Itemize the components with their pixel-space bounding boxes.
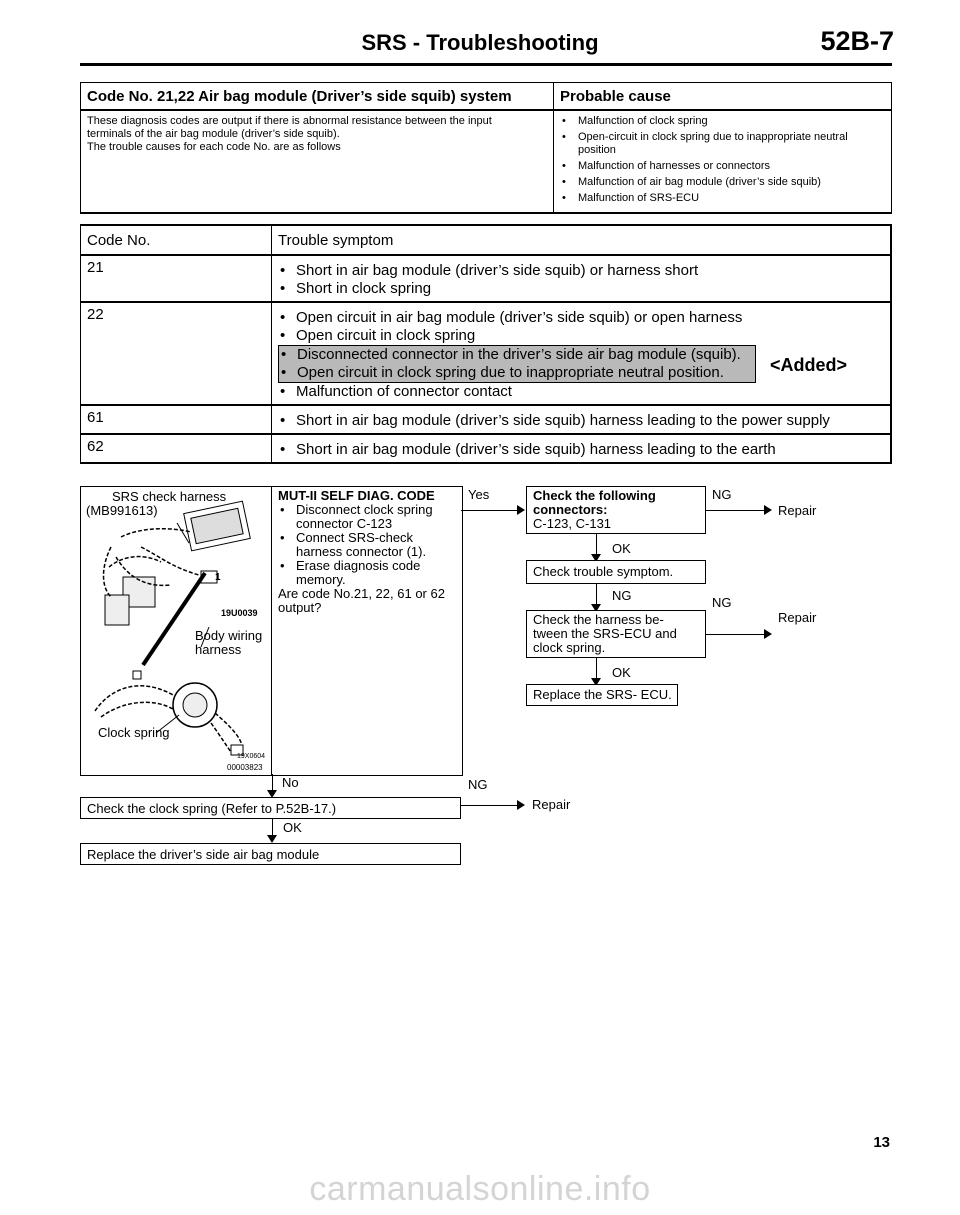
t1-causes <box>554 110 892 213</box>
code-cell: 61 <box>81 405 272 434</box>
check-harness-line: Check the harness be- <box>533 612 664 627</box>
watermark: carmanualsonline.info <box>309 1170 651 1208</box>
srs-harness-part: (MB991613) <box>86 503 158 518</box>
symptom-item: • Short in clock spring <box>278 280 884 298</box>
check-conn-line: Check the following <box>533 488 656 503</box>
ng-label: NG <box>712 487 732 502</box>
ok-label: OK <box>612 665 631 680</box>
code-summary-table <box>80 82 892 214</box>
symptom-item-added: • Open circuit in clock spring due to inappropriate neutral position. <box>279 364 755 382</box>
clock-spring-label: Clock spring <box>98 725 170 740</box>
yes-arrow-icon <box>517 505 525 515</box>
cause-item: • Open-circuit in clock spring due to inappropriate neutral position <box>560 131 885 157</box>
no-label: No <box>282 775 299 790</box>
cause-item: • Malfunction of SRS-ECU <box>560 192 885 205</box>
check-conn-line: C-123, C-131 <box>533 516 612 531</box>
ok-arrow-icon <box>267 835 277 843</box>
code-cell: 22 <box>81 302 272 405</box>
mut-diag-box <box>271 486 463 776</box>
check-symptom-box: Check trouble symptom. <box>526 560 706 584</box>
repair-label: Repair <box>778 503 817 518</box>
desc-line: terminals of the air bag module (driver’s side squib). <box>87 128 340 140</box>
symptom-item: • Short in air bag module (driver’s side squib) or harness short <box>278 262 884 280</box>
code-cell: 62 <box>81 434 272 463</box>
check-harness-line: clock spring. <box>533 640 606 655</box>
symptom-cell <box>272 405 892 434</box>
check-harness-box <box>526 610 706 658</box>
ng-label: NG <box>468 777 488 792</box>
symptom-item: • Open circuit in clock spring <box>278 327 884 345</box>
desc-line: These diagnosis codes are output if there is abnormal resistance between the input <box>87 115 492 127</box>
ng-connector <box>706 510 766 511</box>
ok-label: OK <box>283 820 302 835</box>
t2-col1-header: Code No. <box>81 225 272 255</box>
ok-connector <box>596 534 597 556</box>
cause-item: • Malfunction of harnesses or connectors <box>560 160 885 173</box>
mut-step: • Disconnect clock spring connector C-123 <box>278 503 456 531</box>
page-title: SRS - Troubleshooting <box>361 30 599 55</box>
ng-connector <box>706 634 766 635</box>
trouble-symptom-table <box>80 224 892 464</box>
ok-connector <box>596 658 597 680</box>
yes-label: Yes <box>468 487 490 502</box>
header-rule <box>80 63 892 66</box>
mut-question: output? <box>278 600 322 615</box>
symptom-cell <box>272 302 892 405</box>
figure-code-000: 00003823 <box>227 763 263 772</box>
figure-code-19u: 19U0039 <box>221 608 258 618</box>
t1-description <box>81 110 554 213</box>
ng-connector <box>596 584 597 606</box>
symptom-item: • Short in air bag module (driver’s side squib) harness leading to the earth <box>278 441 884 459</box>
page-number: 13 <box>873 1134 890 1151</box>
repair-label: Repair <box>532 797 571 812</box>
ng-arrow-icon <box>764 629 772 639</box>
symptom-cell <box>272 255 892 302</box>
ok-label: OK <box>612 541 631 556</box>
srs-harness-label: SRS check harness <box>112 489 227 504</box>
yes-connector <box>461 510 520 511</box>
cause-item: • Malfunction of air bag module (driver’s side squib) <box>560 176 885 189</box>
figure-code-19x: 19X0604 <box>237 753 266 760</box>
mut-title: MUT-II SELF DIAG. CODE <box>278 488 435 503</box>
connector-number: 1 <box>215 572 221 583</box>
symptom-item-added: • Disconnected connector in the driver’s side air bag module (squib). <box>279 346 755 364</box>
t1-col2-header: Probable cause <box>554 83 892 111</box>
check-harness-line: tween the SRS-ECU and <box>533 626 677 641</box>
mut-step: • Erase diagnosis code memory. <box>278 559 456 587</box>
mut-step: • Connect SRS-check harness connector (1). <box>278 531 456 559</box>
symptom-cell <box>272 434 892 463</box>
check-connectors-box <box>526 486 706 534</box>
replace-ecu-box: Replace the SRS- ECU. <box>526 684 678 706</box>
check-clock-box: Check the clock spring (Refer to P.52B-17.) <box>80 797 461 819</box>
ng-connector <box>461 805 520 806</box>
replace-module-box: Replace the driver’s side air bag module <box>80 843 461 865</box>
body-wiring-line: harness <box>195 642 242 657</box>
added-block <box>278 345 884 383</box>
ng-label: NG <box>712 595 732 610</box>
ng-arrow-icon <box>764 505 772 515</box>
mut-question: Are code No.21, 22, 61 or 62 <box>278 586 445 601</box>
cause-item: • Malfunction of clock spring <box>560 115 885 128</box>
t1-col1-header: Code No. 21,22 Air bag module (Driver’s side squib) system <box>81 83 554 111</box>
repair-label: Repair <box>778 610 817 625</box>
code-cell: 21 <box>81 255 272 302</box>
body-wiring-label <box>195 629 262 657</box>
added-label: <Added> <box>770 355 848 375</box>
symptom-item: • Short in air bag module (driver’s side squib) harness leading to the power supply <box>278 412 884 430</box>
check-conn-line: connectors: <box>533 502 608 517</box>
symptom-item: • Open circuit in air bag module (driver’s side squib) or open harness <box>278 309 884 327</box>
t2-col2-header: Trouble symptom <box>272 225 892 255</box>
added-highlight <box>278 345 756 383</box>
ng-arrow-icon <box>517 800 525 810</box>
page-code: 52B-7 <box>820 26 894 56</box>
desc-line: The trouble causes for each code No. are as follows <box>87 141 341 153</box>
ng-label: NG <box>612 588 632 603</box>
harness-figure-box <box>80 486 273 776</box>
symptom-item: • Malfunction of connector contact <box>278 383 884 401</box>
body-wiring-line: Body wiring <box>195 628 263 643</box>
